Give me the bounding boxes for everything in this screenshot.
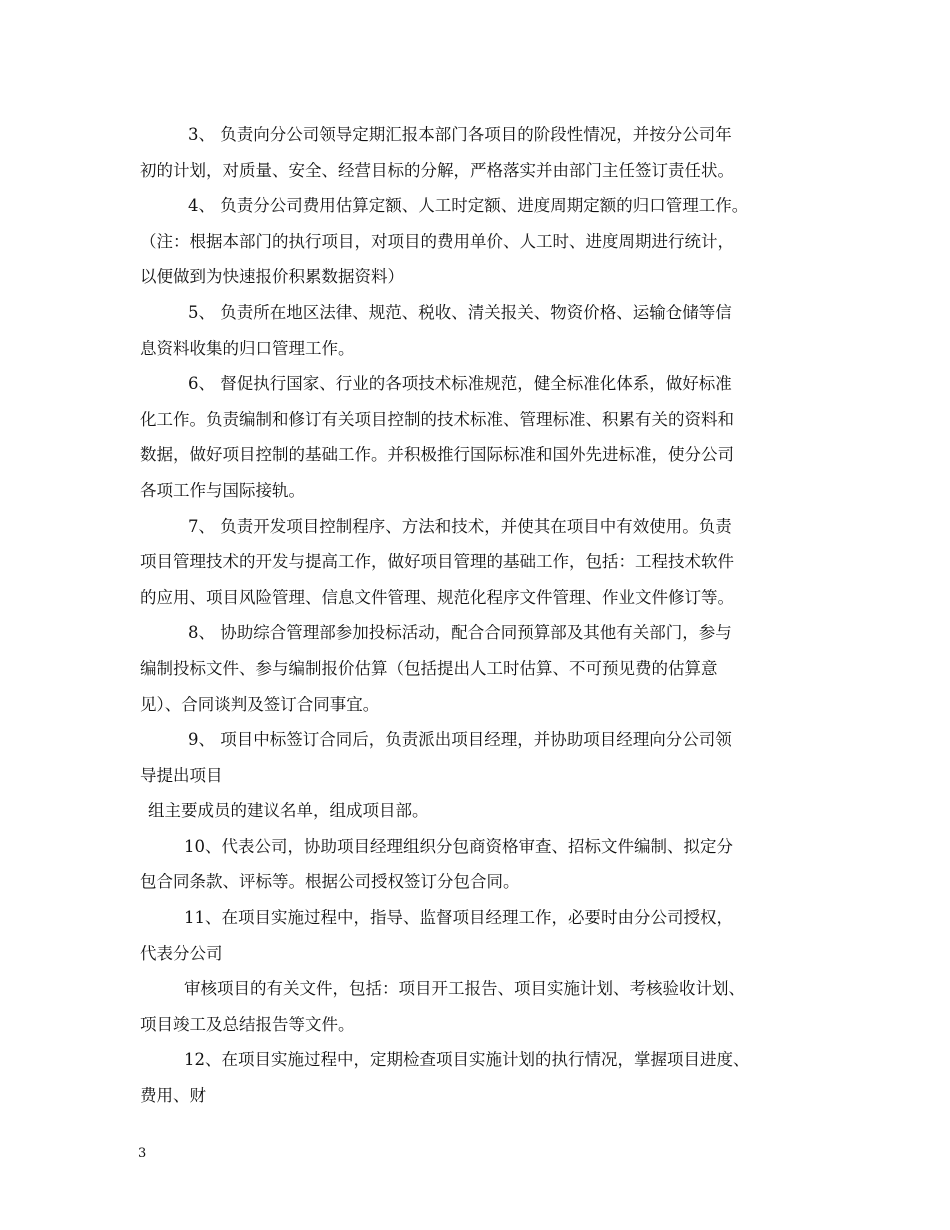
page-number: 3 — [138, 1146, 147, 1161]
text-line: 化工作。负责编制和修订有关项目控制的技术标准、管理标准、积累有关的资料和 — [140, 409, 734, 429]
text-line: 编制投标文件、参与编制报价估算（包括提出人工时估算、不可预见费的估算意 — [140, 658, 718, 678]
text-line: 费用、财 — [140, 1086, 206, 1106]
text-line: （注：根据本部门的执行项目，对项目的费用单价、人工时、进度周期进行统计， — [140, 231, 734, 251]
text-line: 4、 负责分公司费用估算定额、人工时定额、进度周期定额的归口管理工作。 — [188, 196, 749, 216]
text-line: 11、在项目实施过程中，指导、监督项目经理工作，必要时由分公司授权， — [184, 908, 733, 928]
document-body — [140, 117, 830, 1114]
text-line: 的应用、项目风险管理、信息文件管理、规范化程序文件管理、作业文件修订等。 — [140, 587, 734, 607]
text-line: 6、 督促执行国家、行业的各项技术标准规范，健全标准化体系，做好标准 — [188, 374, 732, 394]
text-line: 导提出项目 — [140, 765, 223, 785]
text-line: 审核项目的有关文件，包括：项目开工报告、项目实施计划、考核验收计划、 — [184, 979, 745, 999]
text-line: 各项工作与国际接轨。 — [140, 480, 305, 500]
text-line: 组主要成员的建议名单，组成项目部。 — [148, 801, 429, 821]
text-line: 数据，做好项目控制的基础工作。并积极推行国际标准和国外先进标准，使分公司 — [140, 445, 734, 465]
text-line: 项目竣工及总结报告等文件。 — [140, 1014, 355, 1034]
text-line: 代表分公司 — [140, 943, 223, 963]
text-line: 3、 负责向分公司领导定期汇报本部门各项目的阶段性情况，并按分公司年 — [188, 125, 732, 144]
text-line: 息资料收集的归口管理工作。 — [140, 338, 355, 358]
text-line: 8、 协助综合管理部参加投标活动，配合合同预算部及其他有关部门，参与 — [188, 623, 732, 643]
text-line: 10、代表公司，协助项目经理组织分包商资格审查、招标文件编制、拟定分 — [184, 836, 733, 856]
text-line: 5、 负责所在地区法律、规范、税收、清关报关、物资价格、运输仓储等信 — [188, 302, 732, 322]
text-line: 12、在项目实施过程中，定期检查项目实施计划的执行情况，掌握项目进度、 — [184, 1050, 750, 1070]
text-line: 以便做到为快速报价积累数据资料） — [140, 267, 404, 287]
text-line: 包合同条款、评标等。根据公司授权签订分包合同。 — [140, 872, 520, 892]
text-line: 9、 项目中标签订合同后，负责派出项目经理，并协助项目经理向分公司领 — [188, 730, 732, 750]
text-line: 7、 负责开发项目控制程序、方法和技术，并使其在项目中有效使用。负责 — [188, 516, 732, 536]
text-line: 初的计划，对质量、安全、经营目标的分解，严格落实并由部门主任签订责任状。 — [140, 160, 734, 180]
text-line: 项目管理技术的开发与提高工作，做好项目管理的基础工作，包括：工程技术软件 — [140, 552, 734, 572]
text-line: 见）、合同谈判及签订合同事宜。 — [140, 694, 380, 714]
